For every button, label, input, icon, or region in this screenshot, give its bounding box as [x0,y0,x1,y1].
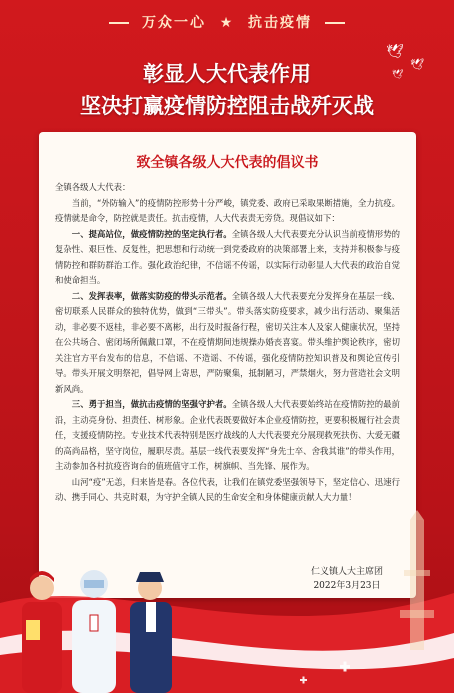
police-officer-figure [130,572,172,693]
frontline-workers-illustration [12,560,182,693]
paragraph-2-text: 全镇各级人大代表要充分发挥身在基层一线、密切联系人民群众的独特优势，做到“三带头”。带头落实防疫要求，减少出行活动、聚集活动，非必要不返桂，非必要不离彬，出行及时报备行程，密切关注本人及家人健康状况，坚持在公共场合、密闭场所佩戴口罩，不在疫情期间违规操办婚丧喜宴。带头维护舆论秩序，密切关注官方平台发布的信息，不信谣、不造谣、不传谣，强化疫情防控知识普及和舆论宣传引导。带头开展文明祭祀，倡导网上寄思，严防聚集，抵制陋习，严禁烟火，努力营造社会文明新风尚。 [55,290,401,394]
slogan-right: 抗击疫情 [248,15,313,31]
paragraph-1-heading: 一、提高站位，做疫情防控的坚定执行者。 [71,228,232,239]
dove-icon: 🕊 [410,58,424,71]
star-icon: ★ [219,15,235,31]
paragraph-3 [55,397,400,475]
signature: 仁义镇人大主席团 [310,567,383,577]
slogan-banner [0,12,454,32]
monument-tower-decoration [380,510,454,660]
paragraph-2-heading: 二、发挥表率，做落实防疫的带头示范者。 [71,290,232,301]
closing-paragraph: 山河“疫”无恙，归来皆是春。各位代表，让我们在镇党委坚强领导下，坚定信心、迅速行动、携手同心、共克时艰，为守护全镇人民的生命安全和身体健康贡献人大力量！ [55,476,400,502]
paragraph-3-text: 全镇各级人大代表要始终站在疫情防控的最前沿，主动亮身份、担责任、树形象。企业代表既要做好本企业疫情防控，更要积极履行社会责任，支援疫情防控。专业技术代表特别是医疗战线的人大代表要充分展现救死扶伤、大爱无疆的高尚品格，坚守岗位，履职尽责。基层一线代表要发挥“身先士卒、舍我其谁”的带头作用，主动参加各村抗疫咨询台的值班值守工作，树旗帜、当先锋、展作为。 [55,399,401,471]
paragraph-1 [55,227,400,289]
paragraph-3-heading: 三、勇于担当，做抗击疫情的坚强守护者。 [71,399,232,409]
headline-line2: 坚决打赢疫情防控阻击战歼灭战 [80,94,374,118]
headline-line1: 彰显人大代表作用 [143,62,311,86]
paragraph-1-text: 全镇各级人大代表要充分认识当前疫情形势的复杂性、艰巨性、反复性，把思想和行动统一到党委政府的决策部署上来，支持并积极参与疫情防控和群防群治工作。强化政治纪律，不信谣不传谣，以实际行动彰显人大代表的政治自觉和使命担当。 [55,228,401,285]
letter-card [39,132,416,598]
medical-worker-figure [72,570,116,693]
slogan-divider-right [325,22,345,24]
slogan-left: 万众一心 [141,15,206,31]
dove-icon: 🕊 [392,70,404,80]
salutation: 全镇各级人大代表： [55,182,131,192]
dove-icon: 🕊 [386,44,404,60]
paragraph-2 [55,289,400,398]
letter-title: 致全镇各级人大代表的倡议书 [136,155,319,171]
letter-body [55,180,400,506]
slogan-divider-left [109,22,129,24]
signature-date: 2022年3月23日 [313,581,381,591]
volunteer-figure [22,571,62,693]
intro-paragraph: 当前，“外防输入”的疫情防控形势十分严峻，镇党委、政府已采取果断措施，全力抗疫。疫情就是命令，防控就是责任。抗击疫情，人大代表责无旁贷。现倡议如下： [55,197,400,223]
